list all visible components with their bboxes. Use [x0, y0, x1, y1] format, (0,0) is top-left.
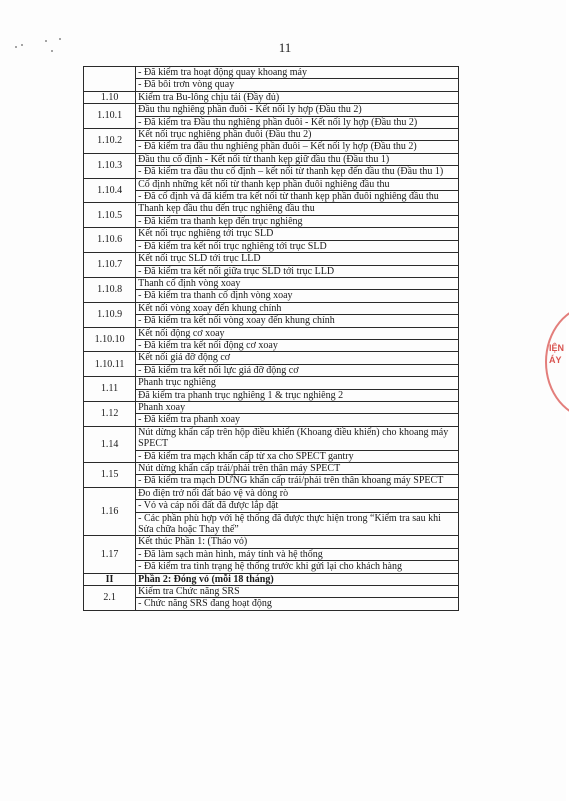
table-row	[84, 104, 459, 116]
item-description: Đầu thu nghiêng phần đuôi - Kết nối ly hợp (Đầu thu 2)	[136, 104, 459, 116]
item-description: - Đã kiểm tra kết nối giữa trục SLD tới trục LLD	[136, 265, 459, 277]
table-row	[84, 203, 459, 215]
table-row	[84, 352, 459, 364]
table-row	[84, 586, 459, 598]
item-number: 1.11	[84, 377, 136, 402]
item-number: 1.10.8	[84, 277, 136, 302]
table-row	[84, 475, 459, 487]
item-description: - Đã kiểm tra Đầu thu nghiêng phần đuôi - Kết nối ly hợp (Đầu thu 2)	[136, 116, 459, 128]
item-description: Kết nối động cơ xoay	[136, 327, 459, 339]
item-description: - Đã kiểm tra kết nối trục nghiêng tới trục SLD	[136, 240, 459, 252]
item-number: 1.12	[84, 401, 136, 426]
table-row	[84, 265, 459, 277]
item-description: Nút dừng khẩn cấp trái/phải trên thân máy SPECT	[136, 463, 459, 475]
item-description: Kiểm tra Chức năng SRS	[136, 586, 459, 598]
stamp-text-1: IỆN	[549, 343, 565, 353]
item-description: Kiểm tra Bu-lông chịu tải (Đầy đủ)	[136, 91, 459, 103]
item-number: 1.10.7	[84, 253, 136, 278]
table-row	[84, 327, 459, 339]
table-row	[84, 414, 459, 426]
item-number: 2.1	[84, 586, 136, 611]
table-row	[84, 91, 459, 103]
table-row	[84, 178, 459, 190]
item-description: - Đã kiểm tra đầu thu cố định – kết nối từ thanh kẹp đến đầu thu (Đầu thu 1)	[136, 166, 459, 178]
table-row	[84, 377, 459, 389]
item-description: - Đã kiểm tra phanh xoay	[136, 414, 459, 426]
item-number: 1.10.5	[84, 203, 136, 228]
item-description: - Các phần phù hợp với hệ thống đã được thực hiện trong “Kiểm tra sau khi Sửa chữa hoặc Thay thế”	[136, 512, 459, 536]
item-description: - Chức năng SRS đang hoạt động	[136, 598, 459, 610]
stamp-text-2: ÁY	[549, 355, 562, 365]
item-number: 1.10.10	[84, 327, 136, 352]
table-row	[84, 315, 459, 327]
item-description: - Đã kiểm tra thanh cố định vòng xoay	[136, 290, 459, 302]
item-description: Cố định những kết nối từ thanh kẹp phần đuôi nghiêng đầu thu	[136, 178, 459, 190]
item-number: 1.10.4	[84, 178, 136, 203]
item-description: - Đã kiểm tra mạch DỪNG khẩn cấp trái/phải trên thân khoang máy SPECT	[136, 475, 459, 487]
table-row	[84, 573, 459, 585]
item-description: Đo điện trở nối đất bảo vệ và dòng rò	[136, 487, 459, 499]
item-number: 1.10.1	[84, 104, 136, 129]
item-description: - Đã kiểm tra thanh kẹp đến trục nghiêng	[136, 215, 459, 227]
item-description: Đã kiểm tra phanh trục nghiêng 1 & trục nghiêng 2	[136, 389, 459, 401]
item-number: 1.10.9	[84, 302, 136, 327]
item-number: 1.16	[84, 487, 136, 536]
item-description: Thanh kẹp đầu thu đến trục nghiêng đầu thu	[136, 203, 459, 215]
table-row	[84, 487, 459, 499]
table-row	[84, 302, 459, 314]
item-description: Phần 2: Đóng vỏ (mỗi 18 tháng)	[136, 573, 459, 585]
table-row	[84, 500, 459, 512]
table-row	[84, 79, 459, 91]
item-description: - Vỏ và cáp nối đất đã được lắp đặt	[136, 500, 459, 512]
table-row	[84, 67, 459, 79]
item-description: - Đã kiểm tra tình trạng hệ thống trước khi gửi lại cho khách hàng	[136, 561, 459, 573]
item-number	[84, 67, 136, 92]
table-row	[84, 364, 459, 376]
table-row	[84, 598, 459, 610]
table-row	[84, 277, 459, 289]
item-description: - Đã cố định và đã kiểm tra kết nối từ thanh kẹp phần đuôi nghiêng đầu thu	[136, 191, 459, 203]
item-description: - Đã kiểm tra kết nối động cơ xoay	[136, 339, 459, 351]
item-number: 1.14	[84, 426, 136, 462]
item-number: 1.10	[84, 91, 136, 103]
page-number: 11	[278, 40, 292, 55]
item-description: Phanh trục nghiêng	[136, 377, 459, 389]
table-row	[84, 215, 459, 227]
red-stamp	[545, 305, 569, 415]
item-description: - Đã kiểm tra kết nối lực giá đỡ động cơ	[136, 364, 459, 376]
item-description: Kết thúc Phần 1: (Tháo vỏ)	[136, 536, 459, 548]
item-description: - Đã kiểm tra kết nối vòng xoay đến khung chính	[136, 315, 459, 327]
item-description: Kết nối trục nghiêng phần đuôi (Đầu thu 2)	[136, 129, 459, 141]
item-description: Đầu thu cố định - Kết nối từ thanh kẹp giữ đầu thu (Đầu thu 1)	[136, 153, 459, 165]
table-row	[84, 548, 459, 560]
table-row	[84, 166, 459, 178]
table-row	[84, 290, 459, 302]
table-row	[84, 512, 459, 536]
item-description: Kết nối vòng xoay đến khung chính	[136, 302, 459, 314]
table-row	[84, 561, 459, 573]
table-row	[84, 339, 459, 351]
table-row	[84, 240, 459, 252]
item-description: Kết nối trục SLD tới trục LLD	[136, 253, 459, 265]
checklist-table	[83, 66, 459, 611]
table-row	[84, 253, 459, 265]
item-description: - Đã bôi trơn vòng quay	[136, 79, 459, 91]
table-row	[84, 463, 459, 475]
table-row	[84, 116, 459, 128]
table-row	[84, 401, 459, 413]
item-description: - Đã kiểm tra đầu thu nghiêng phần đuôi – Kết nối ly hợp (Đầu thu 2)	[136, 141, 459, 153]
table-row	[84, 153, 459, 165]
table-row	[84, 141, 459, 153]
table-row	[84, 426, 459, 450]
item-number: 1.10.6	[84, 228, 136, 253]
item-number: 1.17	[84, 536, 136, 573]
table-row	[84, 191, 459, 203]
table-row	[84, 228, 459, 240]
item-description: Kết nối trục nghiêng tới trục SLD	[136, 228, 459, 240]
item-description: - Đã kiểm tra mạch khẩn cấp từ xa cho SPECT gantry	[136, 450, 459, 462]
item-description: Kết nối giá đỡ động cơ	[136, 352, 459, 364]
item-number: 1.15	[84, 463, 136, 488]
item-description: Phanh xoay	[136, 401, 459, 413]
table-row	[84, 536, 459, 548]
item-number: II	[84, 573, 136, 585]
item-number: 1.10.3	[84, 153, 136, 178]
item-number: 1.10.11	[84, 352, 136, 377]
table-row	[84, 389, 459, 401]
item-description: Nút dừng khẩn cấp trên hộp điều khiển (Khoang điều khiển) cho khoang máy SPECT	[136, 426, 459, 450]
item-description: Thanh cố định vòng xoay	[136, 277, 459, 289]
item-description: - Đã làm sạch màn hình, máy tính và hệ thống	[136, 548, 459, 560]
table-row	[84, 129, 459, 141]
table-row	[84, 450, 459, 462]
item-description: - Đã kiểm tra hoạt động quay khoang máy	[136, 67, 459, 79]
item-number: 1.10.2	[84, 129, 136, 154]
